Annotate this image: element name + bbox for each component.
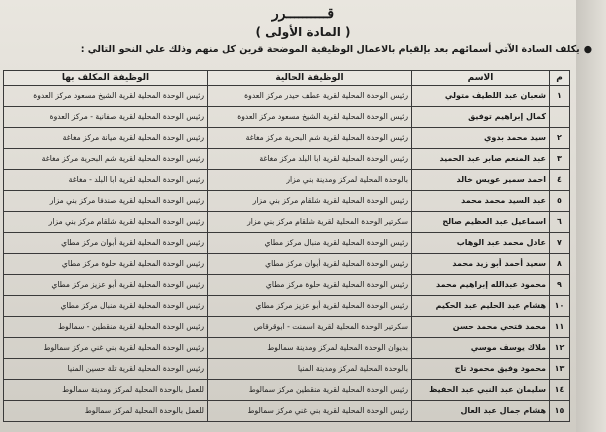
row-number: ٧ xyxy=(550,233,570,254)
row-number: ١ xyxy=(550,86,570,107)
intro-text: يكلف السادة الآتي أسمائهم بعد بإلقيام بالاعمال الوظيفية الموضحة قرين كل منهم وذلك علي النحو التالي : xyxy=(80,44,580,55)
table-row xyxy=(4,128,570,149)
row-assigned-job: رئيس الوحدة المحلية لقرية منقطين - سمالوط xyxy=(4,317,208,338)
table-row xyxy=(4,317,570,338)
row-name: محمود وفيق محمود تاج xyxy=(412,359,550,380)
row-name: شعبان عبد اللطيف متولي xyxy=(412,86,550,107)
row-assigned-job: رئيس الوحدة المحلية لقرية شلقام مركز بني مزار xyxy=(4,212,208,233)
row-name: اسماعيل عبد العظيم صالح xyxy=(412,212,550,233)
row-assigned-job: رئيس الوحدة المحلية لقرية صندفا مركز بني مزار xyxy=(4,191,208,212)
row-name: عبد السيد محمد محمد xyxy=(412,191,550,212)
row-number: ٩ xyxy=(550,275,570,296)
header-assigned-job: الوظيفة المكلف بها xyxy=(4,71,208,86)
table-row xyxy=(4,107,570,128)
row-name: ملاك يوسف موسي xyxy=(412,338,550,359)
row-name: هشام جمال عبد العال xyxy=(412,401,550,422)
row-name: عبد المنعم صابر عبد الحميد xyxy=(412,149,550,170)
bullet-icon: ● xyxy=(583,44,592,55)
row-name: سيد محمد بدوي xyxy=(412,128,550,149)
row-assigned-job: رئيس الوحدة المحلية لقرية حلوة مركز مطاي xyxy=(4,254,208,275)
page-edge-shadow xyxy=(576,0,606,432)
table-header-row xyxy=(4,71,570,86)
row-assigned-job: رئيس الوحدة المحلية لقرية أبوان مركز مطاي xyxy=(4,233,208,254)
row-assigned-job: رئيس الوحدة المحلية لقرية أبو عزيز مركز مطاي xyxy=(4,275,208,296)
row-number: ١٣ xyxy=(550,359,570,380)
row-current-job: رئيس الوحدة المحلية لقرية الشيخ مسعود مركز العدوة xyxy=(208,107,412,128)
row-name: هشام عبد الحليم عبد الحكيم xyxy=(412,296,550,317)
row-number: ٥ xyxy=(550,191,570,212)
table-row xyxy=(4,380,570,401)
row-current-job: رئيس الوحدة المحلية لقرية ابا البلد مركز مغاغة xyxy=(208,149,412,170)
row-number: ٨ xyxy=(550,254,570,275)
header-current-job: الوظيفة الحالية xyxy=(208,71,412,86)
table-row xyxy=(4,338,570,359)
table-row xyxy=(4,191,570,212)
table-row xyxy=(4,254,570,275)
row-number: ١١ xyxy=(550,317,570,338)
header-name: الاسم xyxy=(412,71,550,86)
row-assigned-job: رئيس الوحدة المحلية لقرية بني غني مركز سمالوط xyxy=(4,338,208,359)
table-row xyxy=(4,401,570,422)
row-current-job: رئيس الوحدة المحلية لقرية عطف حيدر مركز العدوة xyxy=(208,86,412,107)
article-heading: ( المادة الأولى ) xyxy=(255,25,351,39)
row-current-job: بديوان الوحدة المحلية لمركز ومدينة سمالوط xyxy=(208,338,412,359)
row-name: كمال إبراهيم توفيق xyxy=(412,107,550,128)
row-number: ٦ xyxy=(550,212,570,233)
row-name: محمود عبدالله إبراهيم محمد xyxy=(412,275,550,296)
row-assigned-job: للعمل بالوحدة المحلية لمركز ومدينة سمالوط xyxy=(4,380,208,401)
row-current-job: سكرتير الوحدة المحلية لقرية اسمنت - ابوقرقاص xyxy=(208,317,412,338)
row-assigned-job: رئيس الوحدة المحلية لقرية ميانة مركز مغاغة xyxy=(4,128,208,149)
row-current-job: رئيس الوحدة المحلية لقرية أبوان مركز مطاي xyxy=(208,254,412,275)
intro-paragraph xyxy=(32,44,592,56)
table-row xyxy=(4,296,570,317)
row-number: ٢ xyxy=(550,128,570,149)
row-number: ١٤ xyxy=(550,380,570,401)
row-number: ١٥ xyxy=(550,401,570,422)
row-assigned-job: للعمل بالوحدة المحلية لمركز سمالوط xyxy=(4,401,208,422)
table-row xyxy=(4,149,570,170)
row-number xyxy=(550,107,570,128)
table-row xyxy=(4,233,570,254)
header-num: م xyxy=(550,71,570,86)
row-current-job: رئيس الوحدة المحلية لقرية شلقام مركز بني مزار xyxy=(208,191,412,212)
row-number: ١٠ xyxy=(550,296,570,317)
row-assigned-job: رئيس الوحدة المحلية لقرية شم البحرية مركز مغاغة xyxy=(4,149,208,170)
row-current-job: رئيس الوحدة المحلية لقرية منقطين مركز سمالوط xyxy=(208,380,412,401)
row-number: ٤ xyxy=(550,170,570,191)
row-assigned-job: رئيس الوحدة المحلية لقرية الشيخ مسعود مركز العدوة xyxy=(4,86,208,107)
document-title: قــــــــــرر xyxy=(271,6,335,22)
row-current-job: رئيس الوحدة المحلية لقرية حلوة مركز مطاي xyxy=(208,275,412,296)
row-number: ١٢ xyxy=(550,338,570,359)
row-name: سعيد أحمد أبو زيد محمد xyxy=(412,254,550,275)
row-current-job: رئيس الوحدة المحلية لقرية أبو عزيز مركز مطاي xyxy=(208,296,412,317)
table-row xyxy=(4,275,570,296)
row-assigned-job: رئيس الوحدة المحلية لقرية ابا البلد - مغاغة xyxy=(4,170,208,191)
row-number: ٣ xyxy=(550,149,570,170)
row-current-job: سكرتير الوحدة المحلية لقرية شلقام مركز بني مزار xyxy=(208,212,412,233)
row-name: عادل محمد عبد الوهاب xyxy=(412,233,550,254)
table-row xyxy=(4,359,570,380)
table-row xyxy=(4,170,570,191)
row-name: احمد سمير عويس خالد xyxy=(412,170,550,191)
row-name: محمد فتحي محمد حسن xyxy=(412,317,550,338)
row-name: سليمان عبد النبي عبد الحفيظ xyxy=(412,380,550,401)
assignments-table xyxy=(3,70,570,422)
row-current-job: بالوحدة المحلية لمركز ومدينة بني مزار xyxy=(208,170,412,191)
row-current-job: بالوحدة المحلية لمركز ومدينة المنيا xyxy=(208,359,412,380)
row-assigned-job: رئيس الوحدة المحلية لقرية منبال مركز مطاي xyxy=(4,296,208,317)
row-assigned-job: رئيس الوحدة المحلية لقرية تلة حسين المنيا xyxy=(4,359,208,380)
row-assigned-job: رئيس الوحدة المحلية لقرية صفانية - مركز العدوة xyxy=(4,107,208,128)
row-current-job: رئيس الوحدة المحلية لقرية منبال مركز مطاي xyxy=(208,233,412,254)
row-current-job: رئيس الوحدة المحلية لقرية بني غني مركز سمالوط xyxy=(208,401,412,422)
table-row xyxy=(4,86,570,107)
row-current-job: رئيس الوحدة المحلية لقرية شم البحرية مركز مغاغة xyxy=(208,128,412,149)
table-row xyxy=(4,212,570,233)
